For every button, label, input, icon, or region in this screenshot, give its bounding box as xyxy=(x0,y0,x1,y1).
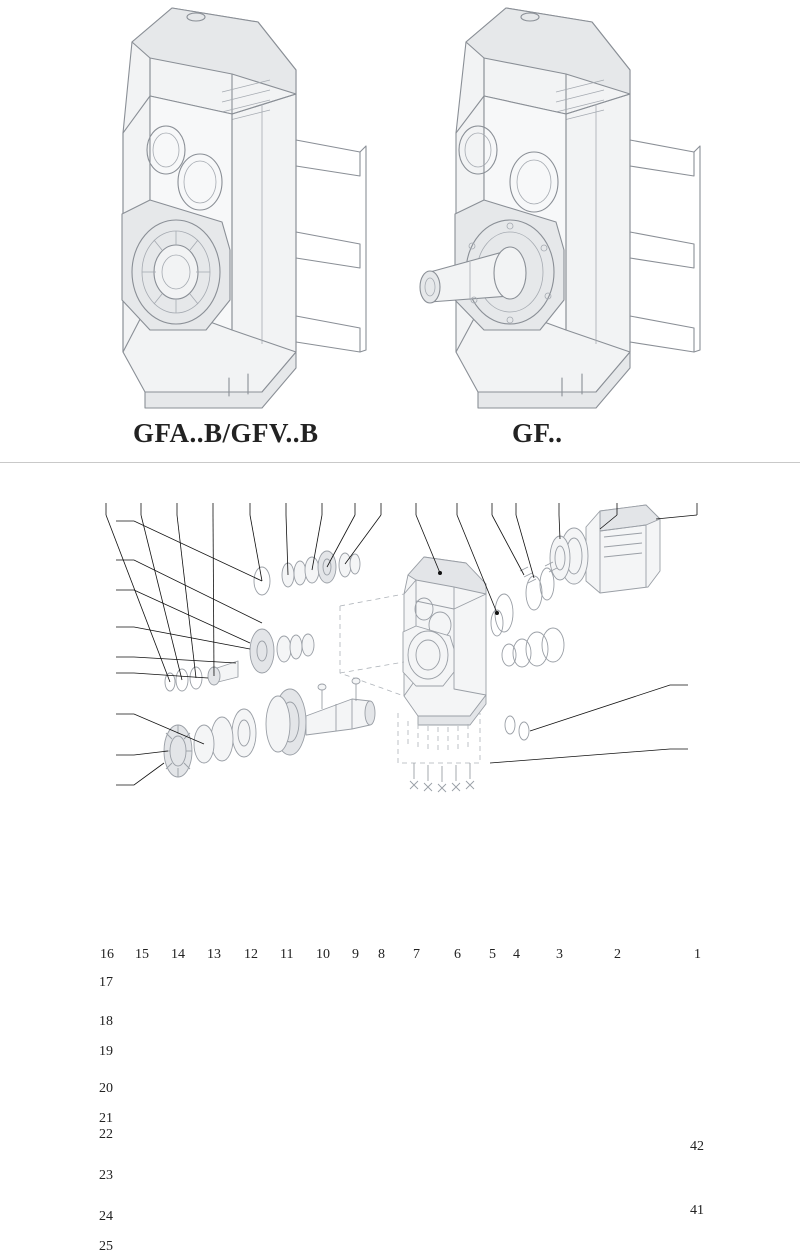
callout-2: 2 xyxy=(614,947,621,962)
callout-3: 3 xyxy=(556,947,563,962)
top-views-svg xyxy=(0,0,800,462)
callout-15: 15 xyxy=(135,947,149,962)
caption-right: GF.. xyxy=(512,418,563,448)
callout-5: 5 xyxy=(489,947,496,962)
leader-lines-right xyxy=(490,685,688,763)
right-gearbox-view xyxy=(420,8,700,408)
seal-rings-group xyxy=(491,562,564,667)
callout-42: 42 xyxy=(690,1139,704,1154)
callout-7: 7 xyxy=(413,947,420,962)
callout-25: 25 xyxy=(99,1239,113,1254)
callout-24: 24 xyxy=(99,1209,113,1224)
callout-18: 18 xyxy=(99,1014,113,1029)
exploded-view-svg xyxy=(0,463,800,800)
caption-left: GFA..B/GFV..B xyxy=(133,418,319,448)
callout-9: 9 xyxy=(352,947,359,962)
housing-assembly xyxy=(340,557,486,763)
callout-13: 13 xyxy=(207,947,221,962)
top-views-section xyxy=(0,0,800,462)
callout-41: 41 xyxy=(690,1203,704,1218)
exploded-view-section xyxy=(0,463,800,1254)
motor-adapter-assembly xyxy=(550,505,660,593)
callout-16: 16 xyxy=(100,947,114,962)
callout-23: 23 xyxy=(99,1168,113,1183)
callout-19: 19 xyxy=(99,1044,113,1059)
callout-10: 10 xyxy=(316,947,330,962)
callout-4: 4 xyxy=(513,947,520,962)
left-gearbox-view xyxy=(122,8,366,408)
output-gear-assembly xyxy=(164,678,375,777)
left-shaft-parts-row xyxy=(254,551,360,595)
callout-20: 20 xyxy=(99,1081,113,1096)
callout-12: 12 xyxy=(244,947,258,962)
callout-14: 14 xyxy=(171,947,185,962)
callout-11: 11 xyxy=(280,947,294,962)
callout-8: 8 xyxy=(378,947,385,962)
callout-17: 17 xyxy=(99,975,113,990)
callout-22: 22 xyxy=(99,1127,113,1142)
callout-21: 21 xyxy=(99,1111,113,1126)
callout-6: 6 xyxy=(454,947,461,962)
callout-1: 1 xyxy=(694,947,701,962)
